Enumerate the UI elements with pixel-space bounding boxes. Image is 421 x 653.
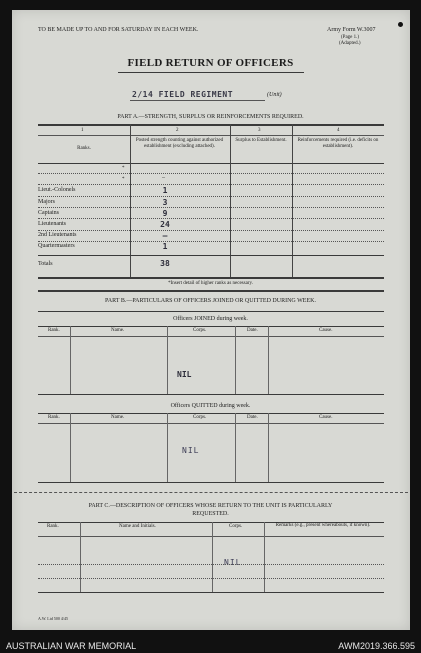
quitted-col-corps: Corps. xyxy=(193,415,207,420)
posted-value: 24 xyxy=(160,220,170,229)
part-a-heading: PART A.—STRENGTH, SURPLUS OR REINFORCEMENTS REQUIRED. xyxy=(117,114,304,120)
form-page: (Page 1.) xyxy=(341,35,360,40)
part-c-bottom-rule xyxy=(38,592,384,593)
joined-col-date: Date. xyxy=(247,328,258,333)
joined-col-rank: Rank. xyxy=(48,328,60,333)
part-a-footnote: *Insert detail of higher ranks as necessary. xyxy=(168,281,253,286)
title-underline xyxy=(118,72,304,73)
quitted-vline xyxy=(70,413,71,482)
row-rule xyxy=(38,241,384,242)
posted-dash-1: – xyxy=(162,175,165,181)
posted-value: 1 xyxy=(162,242,168,251)
part-c-vline xyxy=(212,522,213,592)
joined-vline xyxy=(268,326,269,394)
part-c-vline xyxy=(264,522,265,592)
part-b-top-rule xyxy=(38,290,384,292)
part-c-heading-line2: REQUESTED. xyxy=(192,511,229,517)
totals-label: Totals xyxy=(38,261,53,267)
row-rule xyxy=(38,207,384,208)
part-c-row-rule xyxy=(38,578,384,579)
col-number-2: 2 xyxy=(176,128,179,133)
joined-header-rule xyxy=(38,336,384,337)
rank-label: Quartermasters xyxy=(38,243,75,249)
rank-star-1: * xyxy=(122,166,125,171)
archive-footer xyxy=(0,640,421,653)
unit-underline xyxy=(130,100,265,101)
posted-value: 3 xyxy=(162,198,168,207)
joined-col-name: Name. xyxy=(111,328,125,333)
joined-bottom-rule xyxy=(38,394,384,395)
quitted-header-rule xyxy=(38,423,384,424)
quitted-col-date: Date. xyxy=(247,415,258,420)
rank-label: Majors xyxy=(38,199,55,205)
rank-star-2: * xyxy=(122,177,125,182)
quitted-vline xyxy=(167,413,168,482)
quitted-col-rank: Rank. xyxy=(48,415,60,420)
part-c-col-corps: Corps. xyxy=(229,524,243,529)
posted-value: – xyxy=(162,231,168,240)
joined-vline xyxy=(70,326,71,394)
quitted-nil-entry: NIL xyxy=(182,446,200,455)
form-adapted: (Adapted.) xyxy=(339,41,361,46)
part-c-col-rank: Rank. xyxy=(47,524,59,529)
col-number-4: 4 xyxy=(337,128,340,133)
joined-vline xyxy=(235,326,236,394)
quitted-vline xyxy=(268,413,269,482)
col-head-reinforcements: Reinforcements required (i.e. deficits on establishment). xyxy=(297,138,379,149)
part-c-header-rule xyxy=(38,536,384,537)
unit-label: (Unit) xyxy=(267,92,282,98)
col-head-rule xyxy=(38,163,384,164)
joined-nil-entry: NIL xyxy=(177,370,192,379)
part-c-nil-entry: NIL xyxy=(224,558,242,567)
col-head-posted: Posted strength counting against authorized establishment (excluding attached). xyxy=(135,138,224,149)
page-title: FIELD RETURN OF OFFICERS xyxy=(127,57,294,69)
row-rule xyxy=(38,230,384,231)
quitted-title-rule xyxy=(38,413,384,414)
section-divider xyxy=(14,492,408,493)
rank-label: Lieutenants xyxy=(38,221,66,227)
rank-label: Lieut.-Colonels xyxy=(38,187,76,193)
totals-rule xyxy=(38,255,384,256)
rank-label: 2nd Lieutenants xyxy=(38,232,77,238)
quitted-title: Officers QUITTED during week. xyxy=(170,403,251,409)
col-number-rule xyxy=(38,135,384,136)
printer-mark: A.W. Ltd 500 4/45 xyxy=(38,616,68,621)
posted-value: 9 xyxy=(162,209,168,218)
header-instruction: TO BE MADE UP TO AND FOR SATURDAY IN EACH WEEK. xyxy=(38,27,199,33)
part-c-col-remarks: Remarks (e.g., present whereabouts, if known). xyxy=(275,523,371,528)
joined-vline xyxy=(167,326,168,394)
col-head-surplus: Surplus to Establishment. xyxy=(235,138,287,143)
part-a-bottom-rule xyxy=(38,277,384,279)
joined-col-corps: Corps. xyxy=(193,328,207,333)
unit-value: 2/14 FIELD REGIMENT xyxy=(132,90,234,99)
part-b-heading-rule xyxy=(38,311,384,312)
part-c-col-name: Name and Initials. xyxy=(119,524,156,529)
quitted-bottom-rule xyxy=(38,482,384,483)
row-rule-2 xyxy=(38,184,384,185)
joined-col-cause: Cause. xyxy=(319,328,333,333)
col-head-ranks: Ranks. xyxy=(77,146,91,151)
joined-title: Officers JOINED during week. xyxy=(173,316,248,322)
row-rule-1 xyxy=(38,173,384,174)
quitted-vline xyxy=(235,413,236,482)
part-c-row-rule xyxy=(38,564,384,565)
rank-label: Captains xyxy=(38,210,59,216)
part-c-vline xyxy=(80,522,81,592)
row-rule xyxy=(38,196,384,197)
posted-value: 1 xyxy=(162,186,168,195)
part-b-heading: PART B.—PARTICULARS OF OFFICERS JOINED OR QUITTED DURING WEEK. xyxy=(105,298,316,304)
form-id: Army Form W.3007 xyxy=(327,27,376,33)
part-c-heading-line1: PART C.—DESCRIPTION OF OFFICERS WHOSE RETURN TO THE UNIT IS PARTICULARLY xyxy=(88,503,333,509)
col-number-1: 1 xyxy=(81,128,84,133)
footer-accession: AWM2019.366.595 xyxy=(338,641,415,651)
quitted-col-name: Name. xyxy=(111,415,125,420)
col-number-3: 3 xyxy=(258,128,261,133)
row-rule xyxy=(38,218,384,219)
footer-institution: AUSTRALIAN WAR MEMORIAL xyxy=(6,641,137,651)
punch-hole xyxy=(398,22,403,27)
part-a-top-rule xyxy=(38,124,384,126)
totals-value: 38 xyxy=(160,259,170,268)
joined-title-rule xyxy=(38,326,384,327)
quitted-col-cause: Cause. xyxy=(319,415,333,420)
